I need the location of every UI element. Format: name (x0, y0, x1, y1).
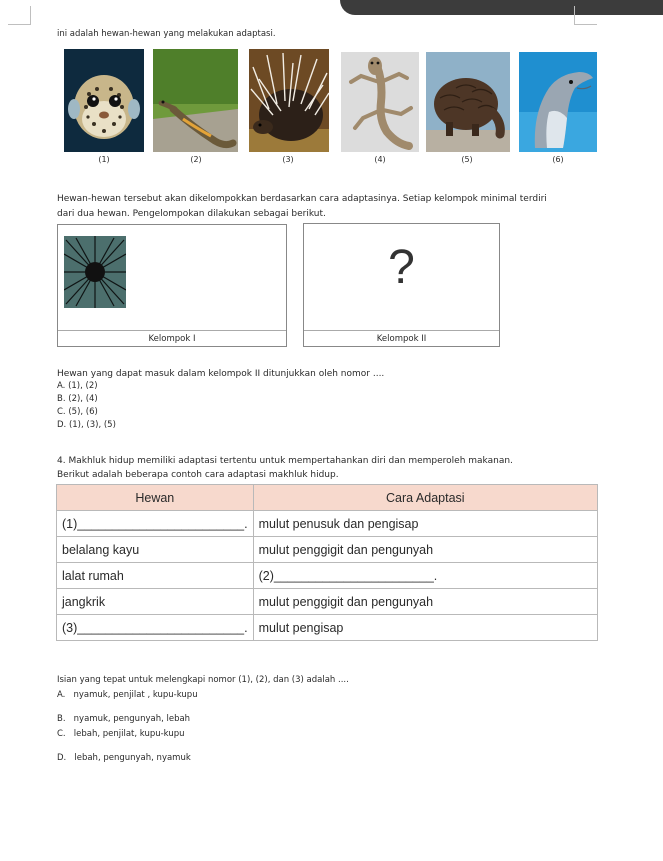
top-bar (340, 0, 663, 15)
question-1: Hewan yang dapat masuk dalam kelompok II ditunjukkan oleh nomor .... (57, 369, 385, 379)
intro-text: ini adalah hewan-hewan yang melakukan adaptasi. (57, 29, 276, 39)
pufferfish-icon (64, 49, 144, 152)
animal-number: (2) (190, 155, 202, 164)
grouping-text-line2: dari dua hewan. Pengelompokan dilakukan sebagai berikut. (57, 209, 326, 219)
option-text: nyamuk, penjilat , kupu-kupu (73, 690, 198, 700)
lizard-icon (153, 49, 238, 152)
option-text: nyamuk, pengunyah, lebah (73, 714, 191, 724)
option-text: (1), (3), (5) (68, 420, 116, 430)
question-4: Isian yang tepat untuk melengkapi nomor (1), (2), dan (3) adalah .... (57, 675, 349, 685)
option-letter: C. (57, 729, 66, 739)
animal-number: (6) (552, 155, 564, 164)
option-text: lebah, pengunyah, nyamuk (74, 753, 191, 763)
table-row (57, 589, 598, 615)
dolphin-icon (519, 52, 597, 152)
option-text: (2), (4) (68, 394, 98, 404)
option-letter: A. (57, 381, 66, 391)
animal-number: (1) (98, 155, 110, 164)
pangolin-icon (426, 52, 510, 152)
group-1-box (57, 224, 287, 347)
table-row (57, 511, 598, 537)
q1-option-b[interactable] (57, 394, 98, 405)
table-header-cara-adaptasi: Cara Adaptasi (253, 485, 597, 511)
table-header-row (57, 485, 598, 511)
group-1-label: Kelompok I (58, 330, 286, 347)
table-cell: jangkrik (57, 589, 254, 615)
question-4-line2: Berikut adalah beberapa contoh cara adaptasi makhluk hidup. (57, 470, 339, 480)
q1-option-a[interactable] (57, 381, 98, 392)
option-letter: D. (57, 420, 67, 430)
table-row (57, 615, 598, 641)
page-corner-mark-left (8, 6, 31, 25)
q4-option-c[interactable] (57, 729, 185, 740)
gecko-icon (341, 52, 419, 152)
option-text: (5), (6) (68, 407, 98, 417)
option-text: (1), (2) (68, 381, 98, 391)
grouping-text-line1: Hewan-hewan tersebut akan dikelompokkan berdasarkan cara adaptasinya. Setiap kelompok minimal terdiri (57, 194, 547, 204)
table-header-hewan: Hewan (57, 485, 254, 511)
animal-number: (3) (282, 155, 294, 164)
sea-urchin-icon (64, 236, 126, 308)
table-cell: mulut penggigit dan pengunyah (253, 589, 597, 615)
question-4-line1: 4. Makhluk hidup memiliki adaptasi tertentu untuk mempertahankan diri dan memperoleh makanan. (57, 456, 513, 466)
option-letter: B. (57, 714, 66, 724)
table-cell: mulut penggigit dan pengunyah (253, 537, 597, 563)
q1-option-c[interactable] (57, 407, 98, 418)
option-letter: D. (57, 753, 67, 763)
q4-option-a[interactable] (57, 690, 198, 701)
q4-option-d[interactable] (57, 753, 191, 764)
table-cell: (3)________________________. (57, 615, 254, 641)
option-text: lebah, penjilat, kupu-kupu (73, 729, 185, 739)
q4-option-b[interactable] (57, 714, 190, 725)
animal-number: (5) (461, 155, 473, 164)
page-corner-mark-right (574, 6, 597, 25)
group-2-label: Kelompok II (304, 330, 499, 347)
option-letter: A. (57, 690, 66, 700)
table-cell: lalat rumah (57, 563, 254, 589)
table-cell: (2)_______________________. (253, 563, 597, 589)
adaptation-table (56, 484, 598, 641)
group-2-box (303, 223, 500, 347)
table-cell: mulut penusuk dan pengisap (253, 511, 597, 537)
option-letter: C. (57, 407, 66, 417)
porcupine-icon (249, 49, 329, 152)
question-mark: ? (388, 241, 415, 294)
table-cell: belalang kayu (57, 537, 254, 563)
animal-number: (4) (374, 155, 386, 164)
table-cell: mulut pengisap (253, 615, 597, 641)
table-cell: (1)________________________. (57, 511, 254, 537)
table-row (57, 563, 598, 589)
table-row (57, 537, 598, 563)
q1-option-d[interactable] (57, 420, 116, 431)
option-letter: B. (57, 394, 66, 404)
